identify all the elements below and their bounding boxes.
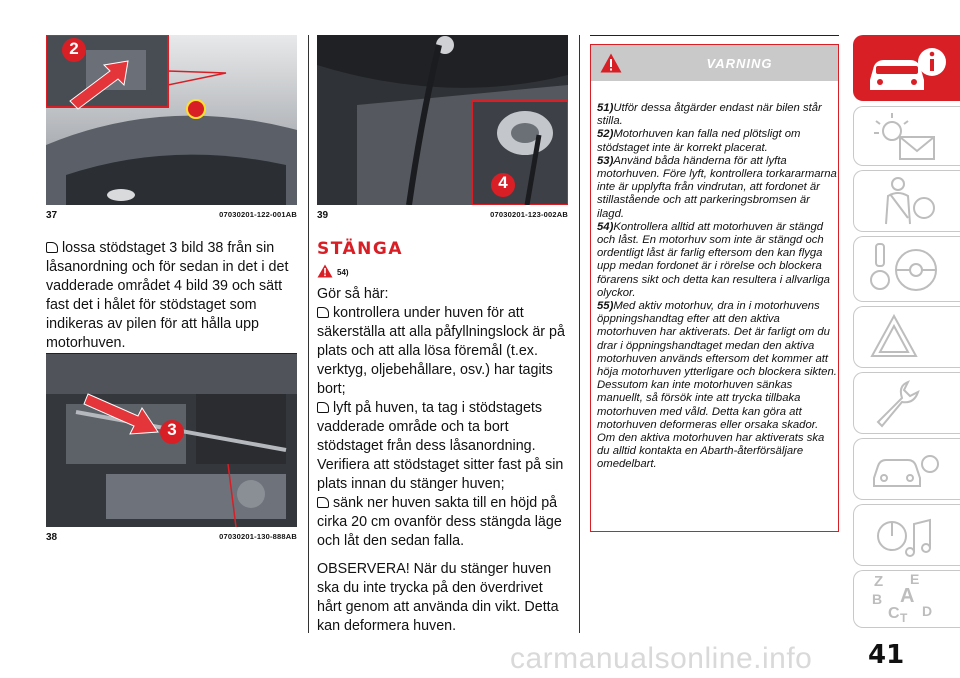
checkbox-bullet-icon: [317, 307, 329, 318]
figure-39-callout: 4: [498, 173, 508, 192]
sidebar-tab-safety[interactable]: [853, 170, 960, 232]
warning-item: 54)Kontrollera alltid att motorhuven är stängd och låst. En motorhuv som inte är stängd och ordentligt låst är farlig eftersom den kan flyga upp medan fordonet är i rörelse och blockera förarens sikt och detta kan resultera i allvarliga olyckor.: [597, 220, 830, 299]
car-info-icon: [864, 40, 954, 100]
column1-bullet-text: lossa stödstaget 3 bild 38 från sin låsanordning och för sedan in det i det vadderade området 4 bild 39 och sätt fast det i hålet för stödstaget som indikeras av pilen för att hålla upp motorhuven.: [46, 240, 289, 351]
column-divider-2: [579, 35, 580, 633]
warning-list: [597, 102, 837, 472]
warning-title: VARNING: [706, 56, 773, 71]
multimedia-icon: [864, 508, 954, 564]
bullet-3-text: sänk ner huven sakta till en höjd på cirka 20 cm ovanför dess stängda läge och låt den sedan falla.: [317, 495, 562, 549]
bullet-1-text: kontrollera under huven för att säkerställa att alla påfyllningslock är på plats och att alla lösa föremål (t.ex. verktyg, oljebehållare, osv.) har tagits bort;: [317, 305, 565, 397]
column-divider-1: [308, 35, 309, 633]
warning-item: 51)Utför dessa åtgärder endast när bilen står stilla.: [597, 102, 822, 128]
warning-box: [590, 44, 839, 532]
figure-37-number: 37: [46, 210, 58, 221]
car-spec-icon: [864, 442, 954, 498]
checkbox-bullet-icon: [317, 402, 329, 413]
warning-item: 52)Motorhuven kan falla ned plötsligt om stödstaget inte är korrekt placerat.: [597, 128, 801, 154]
warning-item: 53)Använd båda händerna för att lyfta motorhuven. Före lyft, kontrollera torkararmarna inte är upplyfta från vindrutan, att fordonet är stillastående och att parkeringsbromsen är ilagd.: [597, 154, 837, 220]
warning-triangle-icon: [317, 264, 333, 278]
watermark: carmanualsonline.info: [510, 642, 813, 675]
note-text: OBSERVERA! När du stänger huven ska du inte trycka på den överdrivet hårt genom att använda din vikt. Detta kan deformera huven.: [317, 561, 559, 634]
checkbox-bullet-icon: [317, 497, 329, 508]
figure-39-drawing: [317, 35, 568, 205]
figure-38-drawing: [46, 354, 297, 527]
section-heading: STÄNGA: [317, 239, 404, 259]
figure-38-number: 38: [46, 532, 58, 543]
key-steering-icon: [864, 240, 954, 300]
index-letters-icon: Z E A B C T D: [872, 571, 933, 625]
seatbelt-airbag-icon: [864, 174, 954, 230]
sidebar-tab-start-drive[interactable]: [853, 236, 960, 302]
figure-39-caption: [317, 210, 568, 222]
column1-text: [46, 239, 300, 353]
sidebar-tab-index[interactable]: [853, 570, 960, 628]
column2-text: [317, 285, 571, 636]
figure-39-number: 39: [317, 210, 329, 221]
figure-38-callout: 3: [167, 420, 177, 439]
figure-37-code: 07030201-122-001AB: [219, 210, 297, 219]
sidebar-tab-car-info[interactable]: [853, 35, 960, 101]
figure-37-callout: 2: [69, 39, 79, 58]
figure-38-code: 07030201-130-888AB: [219, 532, 297, 541]
sidebar-tab-multimedia[interactable]: [853, 504, 960, 566]
sidebar-tab-technical[interactable]: [853, 438, 960, 500]
warning-reference: [317, 264, 349, 283]
warning-item: 55)Med aktiv motorhuv, dra in i motorhuvens öppningshandtag efter att den aktiva motorhuven har aktiverats. Det är farligt om du drar i öppningshandtaget medan den aktiva motorhuven används eftersom det kommer att höja motorhuven ytterligare och blockera sikten. Dessutom kan inte motorhuven sänkas manuellt, så försök inte att trycka tillbaka motorhuven med våld. Detta kan göra att motorhuven deformeras eller orsaka skador. Om den aktiva motorhuven har aktiverats ska du alltid kontakta en Abarth-återförsäljare omedelbart.: [597, 300, 837, 471]
checkbox-bullet-icon: [46, 242, 58, 253]
sidebar-tab-maintenance[interactable]: [853, 372, 960, 434]
page-number: 41: [868, 640, 905, 670]
figure-37-drawing: [46, 35, 297, 205]
figure-39-code: 07030201-123-002AB: [490, 210, 568, 219]
bullet-2-text: lyft på huven, ta tag i stödstagets vadderade område och ta bort stödstaget från dess låsanordning. Verifiera att stödstaget sitter fast på sin plats innan du stänger huven;: [317, 400, 564, 492]
figure-37-caption: [46, 210, 297, 222]
figure-37-photo: [46, 35, 297, 205]
intro-text: Gör så här:: [317, 286, 389, 302]
warning-triangle-icon: [864, 310, 954, 366]
wrench-icon: [864, 376, 954, 432]
sidebar-tab-dashboard[interactable]: [853, 106, 960, 166]
sidebar-tab-emergency[interactable]: [853, 306, 960, 368]
top-rule-col3: [590, 35, 839, 36]
dashboard-lights-icon: [864, 109, 954, 165]
warning-ref-number: 54): [337, 268, 349, 277]
figure-38-photo: [46, 354, 297, 527]
warning-header: [591, 45, 838, 81]
figure-39-photo: [317, 35, 568, 205]
figure-38-caption: [46, 532, 297, 544]
